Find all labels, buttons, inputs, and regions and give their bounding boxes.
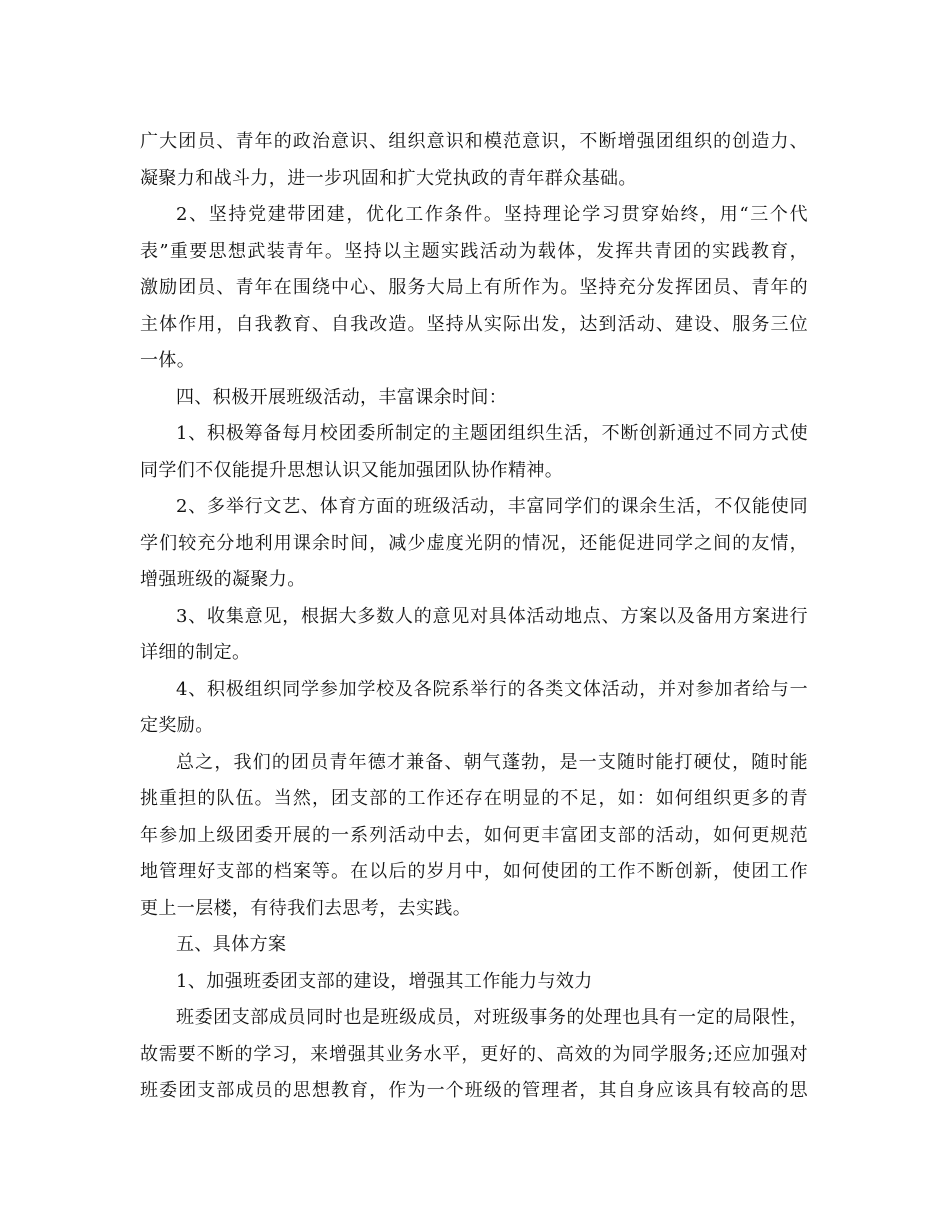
text-line: 增强班级的凝聚力。 [140, 569, 306, 590]
text-line: 定奖励。 [140, 715, 214, 736]
text-line: 详细的制定。 [140, 642, 251, 663]
subsection-heading: 1、加强班委团支部的建设，增强其工作能力与效力 [176, 970, 593, 992]
text-line: 挑重担的队伍。当然，团支部的工作还存在明显的不足，如：如何组织更多的青 [140, 788, 808, 809]
text-line: 总之，我们的团员青年德才兼备、朝气蓬勃，是一支随时能打硬仗，随时能 [176, 751, 808, 773]
text-line: 班委团支部成员的思想教育，作为一个班级的管理者，其自身应该具有较高的思 [140, 1080, 808, 1101]
text-line: 激励团员、青年在围绕中心、服务大局上有所作为。坚持充分发挥团员、青年的 [140, 277, 808, 298]
text-line: 更上一层楼，有待我们去思考，去实践。 [140, 897, 472, 919]
section-heading: 五、具体方案 [176, 934, 287, 955]
text-line: 一体。 [140, 350, 196, 371]
text-line: 年参加上级团委开展的一系列活动中去，如何更丰富团支部的活动，如何更规范 [140, 824, 808, 846]
text-line: 地管理好支部的档案等。在以后的岁月中，如何使团的工作不断创新，使团工作 [140, 861, 808, 882]
text-line: 凝聚力和战斗力，进一步巩固和扩大党执政的青年群众基础。 [140, 167, 637, 189]
text-line: 1、积极筹备每月校团委所制定的主题团组织生活，不断创新通过不同方式使 [176, 423, 808, 444]
text-line: 4、积极组织同学参加学校及各院系举行的各类文体活动，并对参加者给与一 [176, 678, 808, 700]
text-line: 同学们不仅能提升思想认识又能加强团队协作精神。 [140, 459, 564, 481]
text-line: 主体作用，自我教育、自我改造。坚持从实际出发，达到活动、建设、服务三位 [140, 313, 808, 335]
text-line: 表”重要思想武装青年。坚持以主题实践活动为载体，发挥共青团的实践教育， [140, 240, 808, 262]
document-body [140, 124, 808, 1110]
text-line: 2、多举行文艺、体育方面的班级活动，丰富同学们的课余生活，不仅能使同 [176, 496, 808, 517]
section-heading: 四、积极开展班级活动，丰富课余时间： [176, 386, 508, 408]
text-line: 班委团支部成员同时也是班级成员，对班级事务的处理也具有一定的局限性， [176, 1007, 808, 1028]
text-line: 故需要不断的学习，来增强其业务水平，更好的、高效的为同学服务;还应加强对 [140, 1043, 808, 1065]
text-line: 广大团员、青年的政治意识、组织意识和模范意识，不断增强团组织的创造力、 [140, 131, 808, 152]
text-line: 学们较充分地利用课余时间，减少虚度光阴的情况，还能促进同学之间的友情， [140, 532, 808, 554]
text-line: 3、收集意见，根据大多数人的意见对具体活动地点、方案以及备用方案进行 [176, 605, 808, 627]
text-line: 2、坚持党建带团建，优化工作条件。坚持理论学习贯穿始终，用“三个代 [176, 204, 808, 225]
